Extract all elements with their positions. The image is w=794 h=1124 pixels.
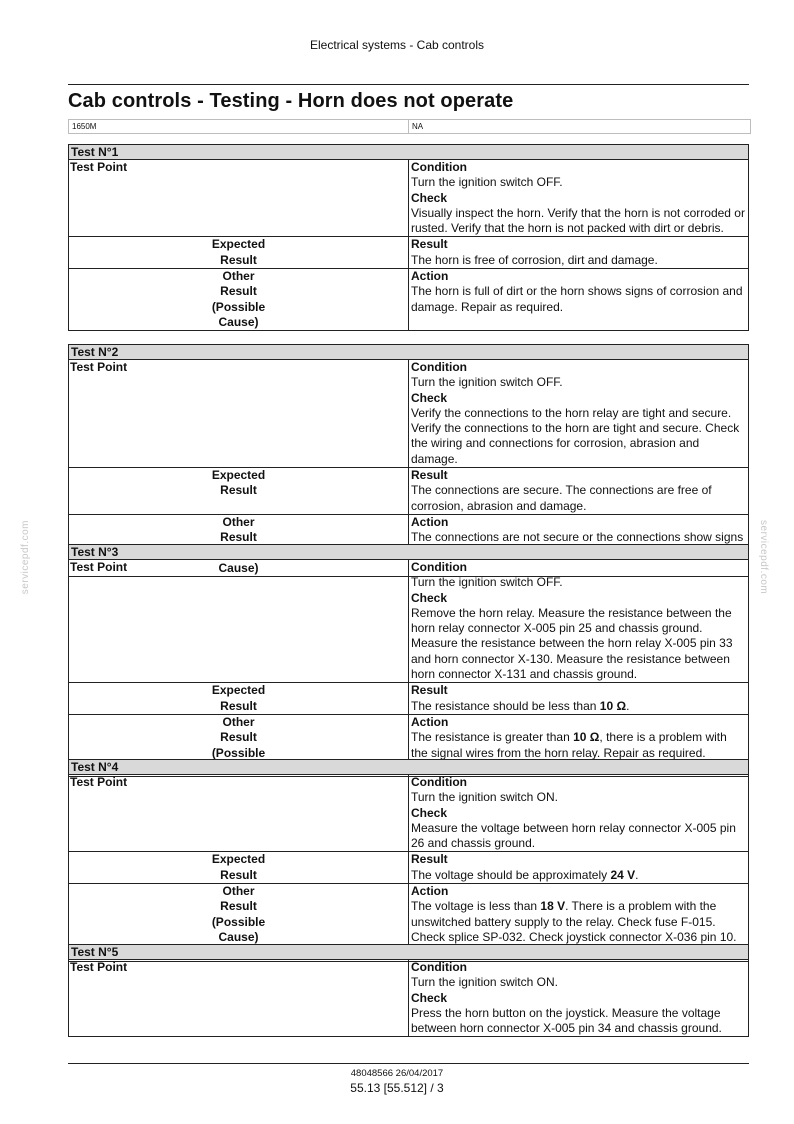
result-label: Result xyxy=(411,852,448,867)
label-line: Other xyxy=(222,514,255,529)
action-text xyxy=(411,730,746,761)
test-point-label: Test Point xyxy=(69,360,409,468)
test-table-3 xyxy=(68,544,749,777)
test-heading: Test N°3 xyxy=(69,545,749,560)
check-label: Check xyxy=(411,590,448,605)
label-line: (Possible xyxy=(211,299,266,314)
condition-cell xyxy=(409,160,749,237)
running-header: Electrical systems - Cab controls xyxy=(309,38,485,52)
condition-text: Turn the ignition switch ON. xyxy=(411,790,558,805)
check-label: Check xyxy=(411,805,448,820)
action-text: The connections are not secure or the connections show signs xyxy=(411,530,744,545)
action-label: Action xyxy=(411,514,449,529)
check-text: Remove the horn relay. Measure the resistance between the horn relay connector X-005 pin 25 and chassis ground. Measure the resistance between the horn relay X-005 pin 33 and horn connector X-130. Measure the resistance between horn connector X-131 and chassis ground. xyxy=(411,605,733,682)
result-text xyxy=(411,868,746,883)
test-point-label: Test Point xyxy=(69,160,409,237)
condition-text: Turn the ignition switch OFF. xyxy=(411,175,563,190)
check-text: Visually inspect the horn. Verify that the horn is not corroded or rusted. Verify that the horn is not packed with dirt or debris. xyxy=(411,205,745,236)
test-heading: Test N°1 xyxy=(69,145,749,160)
expected-result-label xyxy=(69,683,409,715)
label-line: Result xyxy=(220,867,257,882)
condition-label: Condition xyxy=(411,160,467,174)
test-table-4 xyxy=(68,759,749,962)
label-line: Result xyxy=(220,899,257,914)
action-label: Action xyxy=(411,269,449,284)
check-label: Check xyxy=(411,390,448,405)
condition-cell xyxy=(409,560,749,683)
action-text-post: , there is a problem with the signal wires from the horn relay. Repair as required. xyxy=(411,730,727,760)
label-line: Cause) xyxy=(218,314,259,329)
action-label: Action xyxy=(411,714,449,729)
condition-cell xyxy=(409,360,749,468)
test-table-5 xyxy=(68,944,749,1037)
action-text-post: . There is a problem with the unswitched battery supply to the relay. Check fuse F-015. Check splice SP-032. Check joystick connector X-036 pin 10. xyxy=(411,899,737,944)
action-cell xyxy=(409,269,749,331)
test-table-1 xyxy=(68,144,749,331)
result-label: Result xyxy=(411,468,448,483)
resistance-threshold: 10 Ω xyxy=(573,730,600,745)
result-text: The connections are secure. The connections are free of corrosion, abrasion and damage. xyxy=(411,483,712,513)
result-text-pre: The voltage should be approximately xyxy=(411,867,611,882)
label-line: Other xyxy=(222,714,255,729)
footer-rule xyxy=(68,1063,749,1064)
label-line: Cause) xyxy=(218,929,259,944)
label-line: Expected xyxy=(211,683,266,698)
result-cell xyxy=(409,468,749,515)
test-heading: Test N°4 xyxy=(69,760,749,775)
footer-page-ref: 55.13 [55.512] / 3 xyxy=(350,1081,444,1095)
expected-result-label xyxy=(69,237,409,269)
condition-cell xyxy=(409,775,749,852)
condition-cell xyxy=(409,960,749,1037)
label-line: Result xyxy=(220,284,257,299)
voltage-value: 24 V xyxy=(610,867,636,882)
result-cell xyxy=(409,852,749,884)
result-text xyxy=(411,699,746,714)
condition-label: Condition xyxy=(411,775,467,789)
label-line: Other xyxy=(222,884,255,899)
other-result-label xyxy=(69,269,409,331)
result-text: The horn is free of corrosion, dirt and damage. xyxy=(411,252,658,267)
test-heading: Test N°5 xyxy=(69,945,749,960)
result-text-post: . xyxy=(626,698,630,713)
check-label: Check xyxy=(411,990,448,1005)
meta-row xyxy=(68,119,751,134)
condition-label: Condition xyxy=(411,560,467,574)
action-text-pre: The voltage is less than xyxy=(411,899,541,914)
test-heading: Test N°2 xyxy=(69,345,749,360)
condition-text: Turn the ignition switch OFF. xyxy=(411,375,563,390)
label-line: Cause) xyxy=(218,560,259,575)
expected-result-label xyxy=(69,852,409,884)
model-cell: 1650M xyxy=(69,120,409,133)
result-cell xyxy=(409,237,749,269)
label-line: Result xyxy=(220,698,257,713)
result-text-pre: The resistance should be less than xyxy=(411,698,600,713)
voltage-value: 18 V xyxy=(540,899,566,914)
condition-label: Condition xyxy=(411,960,467,974)
watermark-left: servicepdf.com xyxy=(20,520,31,595)
label-line: (Possible xyxy=(211,745,266,760)
action-text: The horn is full of dirt or the horn shows signs of corrosion and damage. Repair as required. xyxy=(411,284,743,314)
label-line: Expected xyxy=(211,852,266,867)
footer-doc-code: 48048566 26/04/2017 xyxy=(350,1068,444,1079)
check-label: Check xyxy=(411,190,448,205)
label-line: Result xyxy=(220,730,257,745)
action-label: Action xyxy=(411,884,449,899)
label-line: Result xyxy=(220,530,257,545)
watermark-right: servicepdf.com xyxy=(758,520,769,595)
test-point-label: Test Point xyxy=(69,775,409,852)
check-text: Press the horn button on the joystick. Measure the voltage between horn connector X-005 pin 34 and chassis ground. xyxy=(411,1005,722,1036)
label-line: Other xyxy=(222,269,255,284)
test-table-2 xyxy=(68,344,749,577)
result-cell xyxy=(409,683,749,715)
title-rule xyxy=(68,84,749,85)
label-line: Expected xyxy=(211,468,266,483)
test-point-label: Test Point xyxy=(69,560,409,683)
condition-label: Condition xyxy=(411,360,467,374)
label-line: (Possible xyxy=(211,914,266,929)
result-label: Result xyxy=(411,683,448,698)
label-line: Expected xyxy=(211,237,266,252)
condition-text: Turn the ignition switch ON. xyxy=(411,975,558,990)
resistance-threshold: 10 Ω xyxy=(599,698,627,713)
label-line: Result xyxy=(220,483,257,498)
config-cell: NA xyxy=(412,122,424,131)
result-label: Result xyxy=(411,237,448,252)
result-text-post: . xyxy=(635,867,639,882)
page-title: Cab controls - Testing - Horn does not operate xyxy=(68,90,514,112)
label-line: Result xyxy=(220,252,257,267)
expected-result-label xyxy=(69,468,409,515)
check-text: Verify the connections to the horn relay are tight and secure. Verify the connections to the horn are tight and secure. Check the wiring and connections for corrosion, abrasion and damage. xyxy=(411,405,740,466)
test-point-label: Test Point xyxy=(69,960,409,1037)
condition-text: Turn the ignition switch OFF. xyxy=(411,575,563,590)
action-text-pre: The resistance is greater than xyxy=(411,730,574,745)
check-text: Measure the voltage between horn relay connector X-005 pin 26 and chassis ground. xyxy=(411,820,736,851)
